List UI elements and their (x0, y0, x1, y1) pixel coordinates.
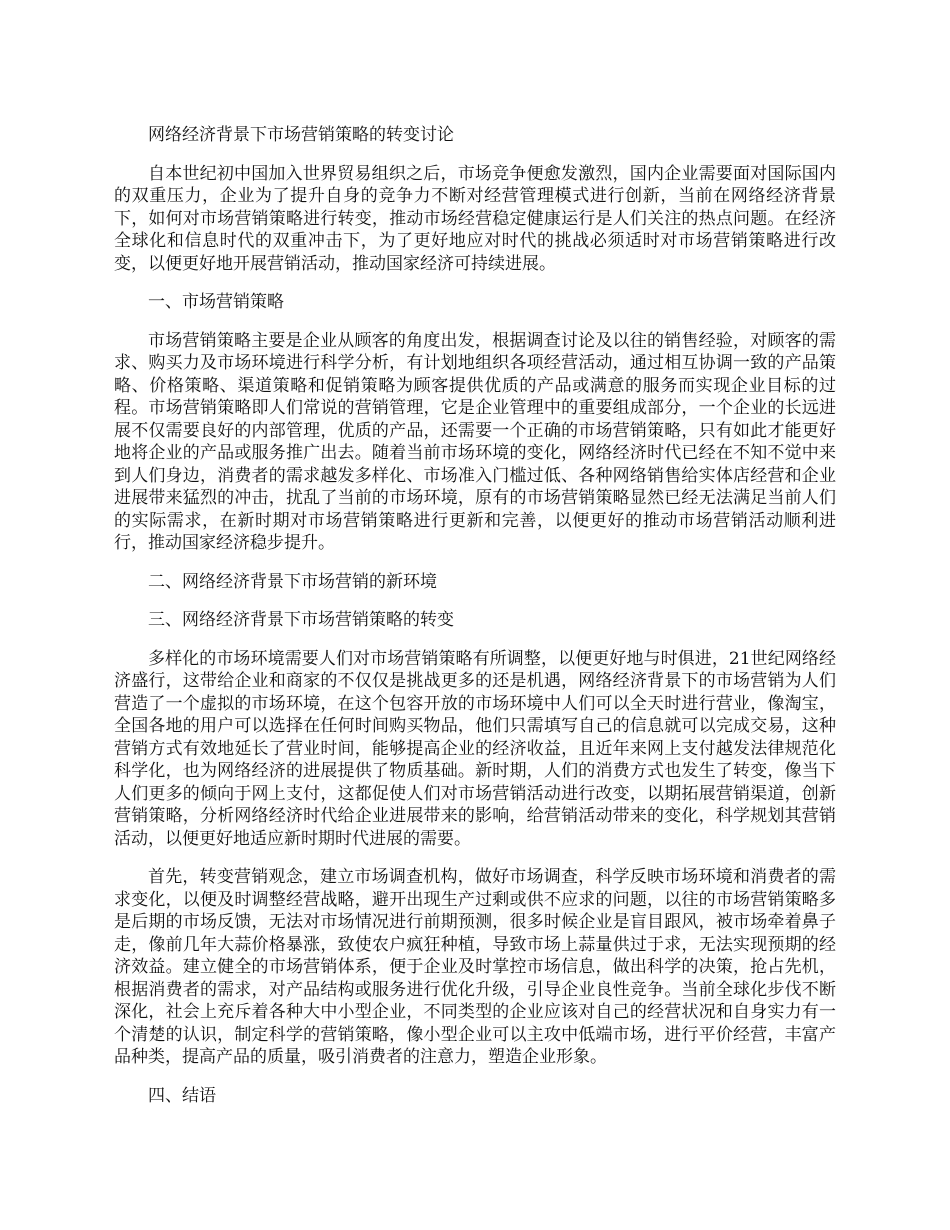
document-page (114, 124, 836, 1123)
section-4-heading: 四、结语 (148, 1085, 216, 1106)
section-1-heading: 一、市场营销策略 (148, 292, 284, 312)
document-title: 网络经济背景下市场营销策略的转变讨论 (148, 125, 454, 145)
section-3-paragraph-2: 首先，转变营销观念，建立市场调查机构，做好市场调查，科学反映市场环境和消费者的需求变化，以便及时调整经营战略，避开出现生产过剩或供不应求的问题，以往的市场营销策略多是后期的市场反馈，无法对市场情况进行前期预测，很多时候企业是盲目跟风，被市场牵着鼻子走，像前几年大蒜价格暴涨，致使农户疯狂种植，导致市场上蒜量供过于求，无法实现预期的经济效益。建立健全的市场营销体系，便于企业及时掌控市场信息，做出科学的决策，抢占先机，根据消费者的需求，对产品结构或服务进行优化升级，引导企业良性竞争。当前全球化步伐不断深化，社会上充斥着各种大中小型企业，不同类型的企业应该对自己的经营状况和自身实力有一个清楚的认识，制定科学的营销策略，像小型企业可以主攻中低端市场，进行平价经营，丰富产品种类，提高产品的质量，吸引消费者的注意力，塑造企业形象。 (114, 867, 836, 1067)
section-1-paragraph: 市场营销策略主要是企业从顾客的角度出发，根据调查讨论及以往的销售经验，对顾客的需求、购买力及市场环境进行科学分析，有计划地组织各项经营活动，通过相互协调一致的产品策略、价格策略、渠道策略和促销策略为顾客提供优质的产品或满意的服务而实现企业目标的过程。市场营销策略即人们常说的营销管理，它是企业管理中的重要组成部分，一个企业的长远进展不仅需要良好的内部管理，优质的产品，还需要一个正确的市场营销策略，只有如此才能更好地将企业的产品或服务推广出去。随着当前市场环境的变化，网络经济时代已经在不知不觉中来到人们身边，消费者的需求越发多样化、市场准入门槛过低、各种网络销售给实体店经营和企业进展带来猛烈的冲击，扰乱了当前的市场环境，原有的市场营销策略显然已经无法满足当前人们的实际需求，在新时期对市场营销策略进行更新和完善，以便更好的推动市场营销活动顺利进行，推动国家经济稳步提升。 (114, 330, 836, 553)
section-2-heading: 二、网络经济背景下市场营销的新环境 (148, 571, 437, 592)
section-3-paragraph-1: 多样化的市场环境需要人们对市场营销策略有所调整，以便更好地与时俱进，21世纪网络经济盛行，这带给企业和商家的不仅仅是挑战更多的还是机遇，网络经济背景下的市场营销为人们营造了一个虚拟的市场环境，在这个包容开放的市场环境中人们可以全天时进行营业，像淘宝，全国各地的用户可以选择在任何时间购买物品，他们只需填写自己的信息就可以完成交易，这种营销方式有效地延长了营业时间，能够提高企业的经济收益，且近年来网上支付越发法律规范化科学化，也为网络经济的进展提供了物质基础。新时期，人们的消费方式也发生了转变，像当下人们更多的倾向于网上支付，这都促使人们对市场营销活动进行改变，以期拓展营销渠道，创新营销策略，分析网络经济时代给企业进展带来的影响，给营销活动带来的变化，科学规划其营销活动，以便更好地适应新时期时代进展的需要。 (114, 648, 836, 849)
section-3-heading: 三、网络经济背景下市场营销策略的转变 (148, 610, 454, 630)
intro-paragraph: 自本世纪初中国加入世界贸易组织之后，市场竞争便愈发激烈，国内企业需要面对国际国内的双重压力，企业为了提升自身的竞争力不断对经营管理模式进行创新，当前在网络经济背景下，如何对市场营销策略进行转变，推动市场经营稳定健康运行是人们关注的热点问题。在经济全球化和信息时代的双重冲击下，为了更好地应对时代的挑战必须适时对市场营销策略进行改变，以便更好地开展营销活动，推动国家经济可持续进展。 (114, 163, 836, 274)
